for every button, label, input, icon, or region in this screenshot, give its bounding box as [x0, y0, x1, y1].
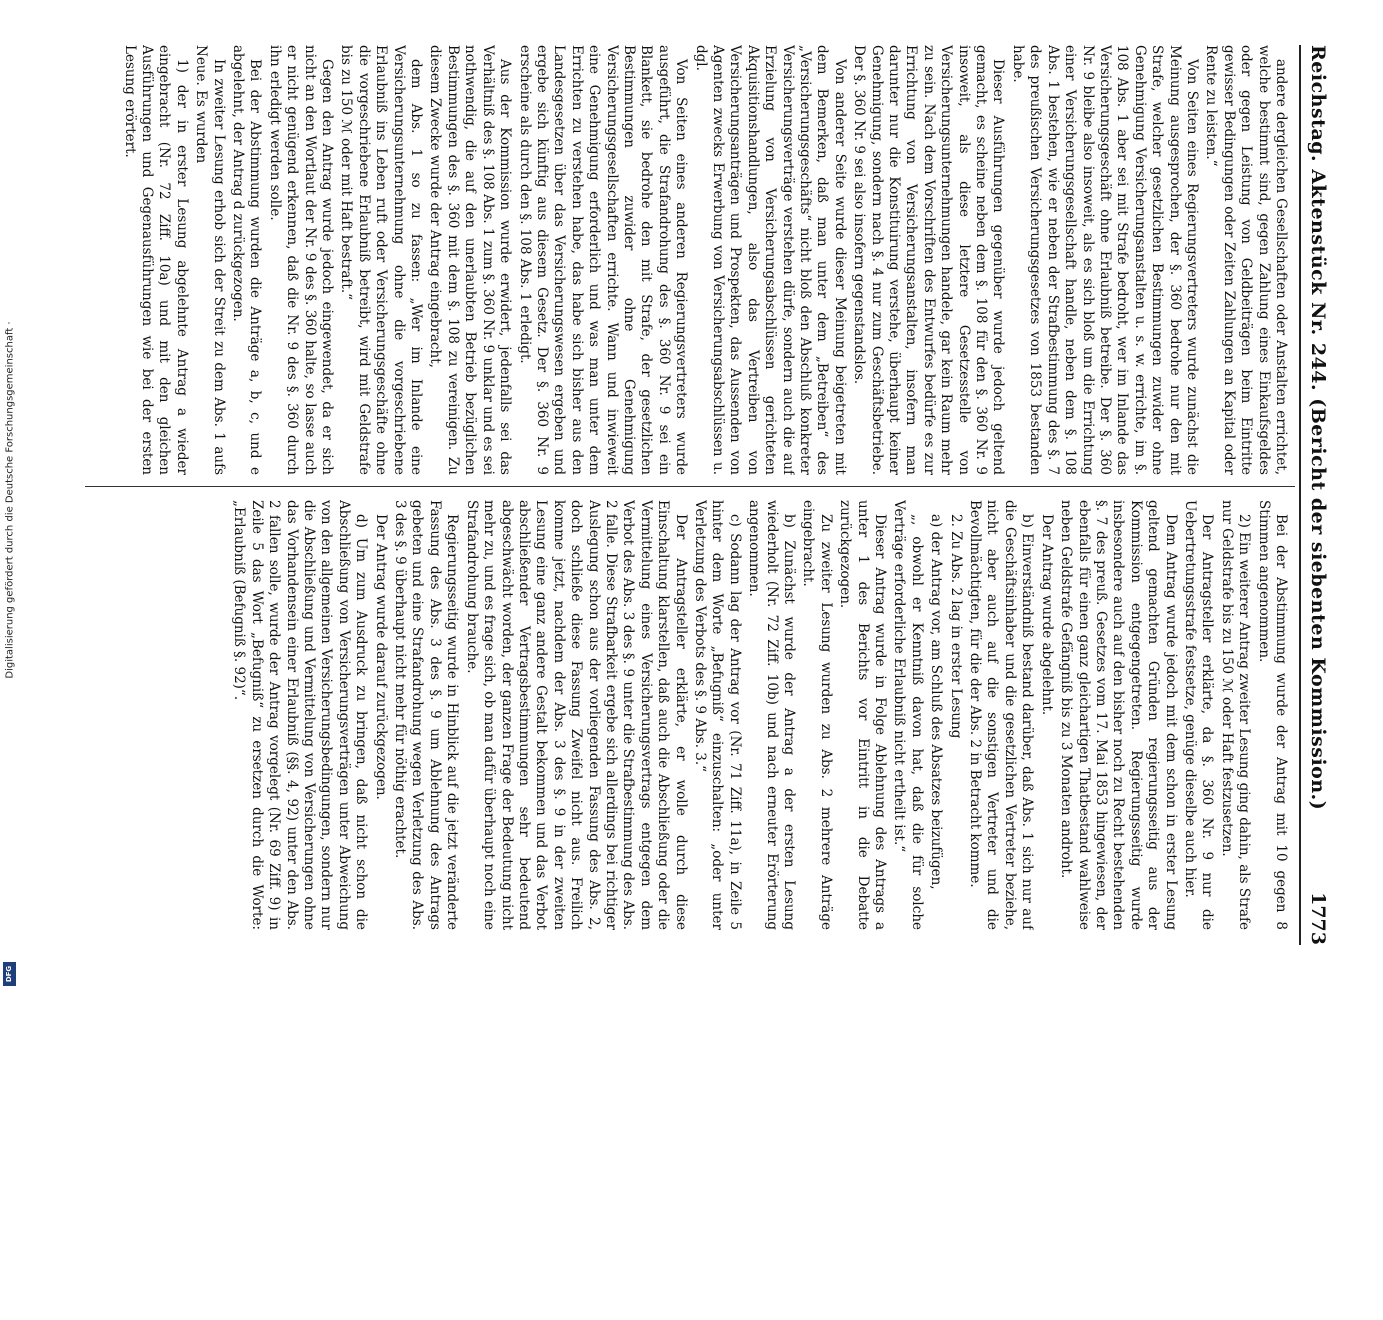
funding-note: Digitalisierung gefördert durch die Deutsche Forschungsgemeinschaft · — [4, 321, 16, 679]
rotated-page-content — [62, 45, 1337, 945]
paragraph: andere dergleichen Gesellschaften oder Anstalten errichtet, welche bestimmt sind, gegen Zahlung eines Einkaufsgeldes oder gegen Leistung von Geldbeiträgen beim Eintritte gewisser Bedingungen oder Zeiten Zahlungen an Kapital oder Rente zu leisten.“ — [1203, 45, 1289, 475]
paragraph: Bei der Abstimmung wurde der Antrag mit 10 gegen 8 Stimmen angenommen. — [1255, 500, 1289, 930]
paragraph: b) Zunächst wurde der Antrag a der ersten Lesung wiederholt (Nr. 72 Ziff. 10b) und nach erneuter Erörterung angenommen. — [746, 500, 798, 930]
dfg-logo — [3, 962, 16, 986]
paragraph: Regierungsseitig wurde in Hinblick auf die jetzt veränderte Fassung des Abs. 3 des §. 9 um Ablehnung des Antrags gebeten und eine Strafandrohung wegen Verletzung des Abs. 3 des §. 9 überhaupt nicht mehr für nöthig erachtet. — [392, 500, 461, 930]
paragraph: Dem Antrag wurde jedoch mit dem schon in erster Lesung geltend gemachten Gründen regierungsseitig aus der Kommission entgegengetreten. Regierungsseitig wurde insbesondere auch auf den bisher noch zu Recht bestehenden §. 7 des preuß. Gesetzes vom 17. Mai 1853 hingewiesen, der ebenfalls für einen ganz gleichartigen Thatbestand wahlweise neben Geldstrafe Gefängniß bis zu 3 Monaten androht. — [1058, 500, 1179, 930]
paragraph: Der Antrag wurde abgelehnt. — [1038, 514, 1055, 716]
paragraph: b) Einverständniß bestand darüber, daß Abs. 1 sich nur auf die Geschäftsinhaber und die gesetzlichen Vertreter beziehe, nicht aber auch auf die sonstigen Vertreter und die Bevollmächtigten, für die der Abs. 2 in Betracht komme. — [967, 500, 1036, 930]
paragraph: 2. Zu Abs. 2 lag in erster Lesung — [947, 514, 964, 739]
paragraph: Dieser Antrag wurde in Folge Ablehnung des Antrags a unter 1 des Berichts vor Eintritt in die Debatte zurückgezogen. — [837, 500, 889, 930]
paragraph: Zu zweiter Lesung wurden zu Abs. 2 mehrere Anträge eingebracht. — [800, 500, 834, 930]
paragraph: Von anderer Seite wurde dieser Meinung beigetreten mit dem Bemerken, daß man unter dem „Betreiben“ des „Versicherungsgeschäfts“ nicht bloß den Abschluß konkreter Versicherungsverträge verstehen dürfe, sondern auch die auf Erzielung von Versicherungsabschlüssen gerichteten Akquisitionshandlungen, also das Vertreiben von Versicherungsanträgen und Prospekten, das Aussenden von Agenten zwecks Erwerbung von Versicherungsabschlüssen u. dgl. — [692, 45, 848, 475]
page-number: 1773 — [1307, 892, 1329, 945]
paragraph: Aus der Kommission wurde erwidert, jedenfalls sei das Verhältniß des §. 108 Abs. 1 zum §. 360 Nr. 9 unklar und es sei nothwendig, die auf den unerlaubten Betrieb bezüglichen Bestimmungen des §. 360 mit dem §. 108 zu vereinigen. Zu diesem Zwecke wurde der Antrag eingebracht, — [427, 45, 514, 475]
paragraph: Bei der Abstimmung wurden die Anträge a, b, c, und e abgelehnt, der Antrag d zurückgezogen. — [230, 45, 264, 475]
paragraph: Der Antragsteller erklärte, er wolle durch diese Einschaltung klarstellen, daß auch die Abschließung oder die Vermittelung eines Versicherungsvertrags entgegen dem Verbot des Abs. 3 des §. 9 unter die Strafbestimmung des Abs. 2 falle. Diese Strafbarkeit ergebe sich allerdings bei richtiger Auslegung schon aus der vorliegenden Fassung des Abs. 2, doch schließe diese Fassung Zweifel nicht aus. Freilich komme jetzt, nachdem der Abs. 3 des §. 9 in der zweiten Lesung eine ganz andere Gestalt bekommen und das Verbot abschließender Vertragsbestimmungen sehr bedeutend abgeschwächt worden, der ganzen Frage der Bedeutung nicht mehr zu, und es frage sich, ob man dafür überhaupt noch eine Strafandrohung brauche. — [463, 500, 689, 930]
paragraph: d) Um zum Ausdruck zu bringen, daß nicht schon die Abschließung von Versicherungsverträgen unter Abweichung von den allgemeinen Versicherungsbedingungen, sondern nur die Abschließung und Vermittelung von Versicherungen ohne das Vorhandensein einer Erlaubniß (§§. 4, 92) unter den Abs. 2 fallen solle, wurde der Antrag vorgelegt (Nr. 69 Ziff. 9) in Zeile 5 das Wort „Befugniß“ zu ersetzen durch die Worte: „Erlaubniß (Befugniß §. 92)“. — [231, 500, 370, 930]
paragraph: Gegen den Antrag wurde jedoch eingewendet, da er sich nicht an den Wortlaut der Nr. 9 des §. 360 halte, so lasse auch er nicht genügend erkennen, daß die Nr. 9 des §. 360 durch ihn erledigt werden solle. — [266, 45, 336, 475]
header-rule — [1299, 45, 1301, 945]
sidebar-attribution — [0, 0, 20, 1000]
paragraph: dem Abs. 1 so zu fassen: „Wer im Inlande eine Versicherungsunternehmung ohne die vorgeschriebene Erlaubniß ins Leben ruft oder Versicherungsgeschäfte ohne die vorgeschriebene Erlaubniß betreibt, wird mit Geldstrafe bis zu 150 ℳ oder mit Haft bestraft.“ — [338, 45, 425, 475]
paragraph: 1) der in erster Lesung abgelehnte Antrag a wieder eingebracht (Nr. 72 Ziff. 10a) und mit den gleichen Ausführungen und Gegenausführungen wie bei der ersten Lesung erörtert. — [121, 45, 190, 475]
running-title: Reichstag. Aktenstück Nr. 244. (Bericht der siebenten Kommission.) — [1307, 45, 1329, 811]
document-page — [62, 45, 1383, 1320]
paragraph: In zweiter Lesung erhob sich der Streit zu dem Abs. 1 aufs Neue. Es wurden — [193, 45, 227, 475]
paragraph: c) Sodann lag der Antrag vor (Nr. 71 Ziff. 11a), in Zeile 5 hinter dem Worte „Befugniß“ einzuschalten: „oder unter Verletzung des Verbots des §. 9 Abs. 3.“ — [692, 500, 743, 930]
paragraph: Von Seiten eines anderen Regierungsvertreters wurde ausgeführt, die Strafandrohung des §. 360 Nr. 9 sei ein Blankett, sie bedrohe den mit Strafe, der gesetzlichen Bestimmungen zuwider ohne Genehmigung Versicherungsgesellschaften errichte. Wann und inwieweit eine Genehmigung erforderlich und was man unter dem Errichten zu verstehen habe, das habe sich bisher aus den Landesgesetzen über das Versicherungswesen ergeben und ergebe sich künftig aus diesem Gesetz. Der §. 360 Nr. 9 erscheine als durch den §. 108 Abs. 1 erledigt. — [516, 45, 690, 475]
paragraph: Der Antragsteller erklärte, da §. 360 Nr. 9 nur die Uebertretungsstrafe festsetze, genüge dieselbe auch hier. — [1181, 500, 1216, 930]
paragraph: Dieser Ausführungen gegenüber wurde jedoch geltend gemacht, es scheine neben dem §. 108 für den §. 360 Nr. 9 insoweit, als diese letztere Gesetzesstelle von Versicherungsunternehmungen handele, gar kein Raum mehr zu sein. Nach dem Vorschriften des Entwurfes bedürfe es zur Errichtung von Versicherungsanstalten, insofern man darunter nur die Konstituirung verstehe, überhaupt keiner Genehmigung, sondern nach §. 4 nur zum Geschäftsbetriebe. Der §. 360 Nr. 9 sei also insofern gegenstandslos. — [851, 45, 1007, 475]
column-divider — [85, 486, 1295, 487]
left-column — [89, 45, 1289, 475]
page-header — [1307, 45, 1337, 945]
paragraph: a) der Antrag vor, am Schluß des Absatzes beizufügen, — [928, 514, 945, 890]
dfg-logo-text: DFG — [5, 965, 14, 983]
paragraph: Der Antrag wurde darauf zurückgezogen. — [372, 514, 389, 800]
right-column — [89, 500, 1289, 930]
paragraph: 2) Ein weiterer Antrag zweiter Lesung ging dahin, als Strafe nur Geldstrafe bis zu 150 ℳ oder Haft festzusetzen. — [1218, 500, 1253, 930]
paragraph: „, obwohl er Kenntniß davon hat, daß die für solche Verträge erforderliche Erlaubniß nicht ertheilt ist.“ — [891, 500, 925, 930]
paragraph: Von Seiten eines Regierungsvertreters wurde zunächst die Meinung ausgesprochen, der §. 360 bedrohe nur den mit Strafe, welcher gesetzlichen Bestimmungen zuwider ohne Genehmigung Versicherungsanstalten u. s. w. errichte, im §. 108 Abs. 1 aber sei mit Strafe bedroht, wer im Inlande das Versicherungsgeschäft ohne Erlaubniß betreibe. Der §. 360 Nr. 9 bleibe also insoweit, als es sich bloß um die Errichtung einer Versicherungsgesellschaft handle, neben dem §. 108 Abs. 1 bestehen, wie er neben der Strafbestimmung des §. 7 des preußischen Versicherungsgesetzes von 1853 bestanden habe. — [1009, 45, 1200, 475]
